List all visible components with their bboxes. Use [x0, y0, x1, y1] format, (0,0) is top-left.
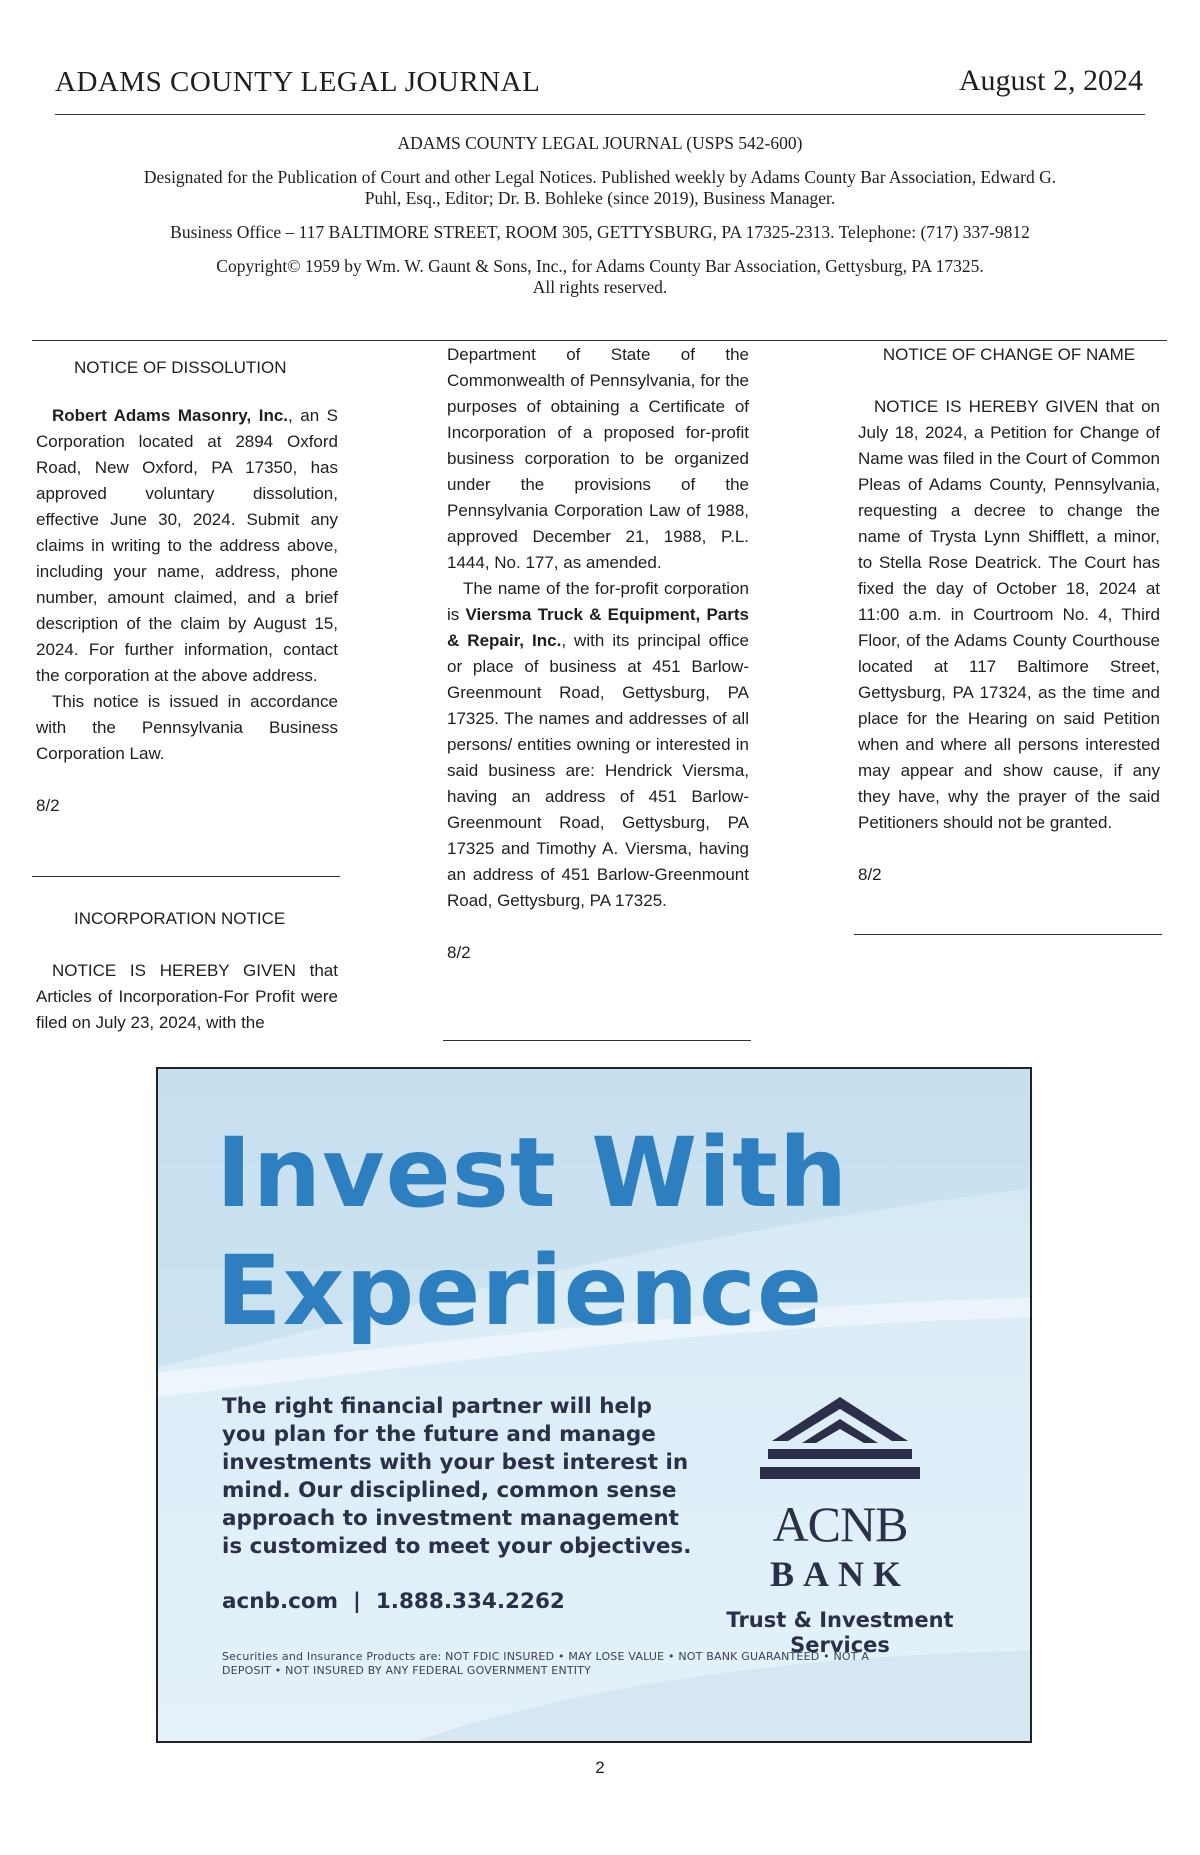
copyright-line-1: Copyright© 1959 by Wm. W. Gaunt & Sons, Inc., for Adams County Bar Association, Gettysburg, PA 17325. [216, 256, 984, 276]
ad-body-line: The right financial partner will help [222, 1394, 652, 1419]
incorporation-body-cont: Department of State of the Commonwealth of Pennsylvania, for the purposes of obtaining a Certificate of Incorporation of a proposed for-profit business corporation to be organized under the provisions of the Pennsylvania Corporation Law of 1988, approved December 21, 1988, P.L. 1444, No. 177, as amended. [447, 345, 749, 572]
acnb-advertisement [156, 1067, 1032, 1743]
acnb-roof-logo-icon [740, 1389, 940, 1509]
column-divider [443, 1040, 751, 1041]
copyright-line-2: All rights reserved. [532, 277, 668, 297]
content-divider [32, 340, 1167, 341]
journal-title: ADAMS COUNTY LEGAL JOURNAL [55, 66, 541, 98]
issue-date: August 2, 2024 [958, 64, 1143, 97]
ad-body-line: approach to investment management [222, 1506, 679, 1531]
designation-line-1: Designated for the Publication of Court and other Legal Notices. Published weekly by Adams County Bar Association, Edward G. [143, 167, 1057, 187]
trust-services-label [718, 1608, 962, 1658]
bank-wordmark: BANK [769, 1554, 910, 1594]
ad-body-text [222, 1393, 692, 1561]
incorporation-company: Viersma Truck & Equipment, Parts & Repair, Inc. [447, 605, 749, 650]
designation-text [100, 167, 1100, 209]
column-divider [854, 934, 1162, 935]
ad-disclaimer-line-2: DEPOSIT • NOT INSURED BY ANY FEDERAL GOVERNMENT ENTITY [222, 1664, 592, 1677]
ad-disclaimer-line-1: Securities and Insurance Products are: NOT FDIC INSURED • MAY LOSE VALUE • NOT BANK GUARANTEED • NOT A [222, 1650, 870, 1663]
name-change-date-code: 8/2 [858, 865, 882, 884]
dissolution-law-text: This notice is issued in accordance with the Pennsylvania Business Corporation Law. [36, 692, 338, 763]
page-number: 2 [595, 1758, 605, 1777]
incorporation-notice-start [36, 906, 338, 1036]
incorporation-heading: INCORPORATION NOTICE [74, 909, 286, 928]
masthead-divider [55, 114, 1145, 115]
ad-body-line: mind. Our disciplined, common sense [222, 1478, 677, 1503]
usps-line: ADAMS COUNTY LEGAL JOURNAL (USPS 542-600) [397, 133, 803, 153]
ad-body-line: is customized to meet your objectives. [222, 1534, 692, 1559]
ad-body-line: investments with your best interest in [222, 1450, 689, 1475]
copyright-text [100, 256, 1100, 298]
dissolution-body [36, 403, 338, 689]
acnb-wordmark: ACNB [772, 1496, 908, 1552]
ad-contact: acnb.com | 1.888.334.2262 [222, 1589, 565, 1614]
column-right [858, 342, 1160, 888]
ad-body-line: you plan for the future and manage [222, 1422, 656, 1447]
designation-line-2: Puhl, Esq., Editor; Dr. B. Bohleke (since 2019), Business Manager. [364, 188, 836, 208]
dissolution-text: , an S Corporation located at 2894 Oxford Road, New Oxford, PA 17350, has approved voluntary dissolution, effective June 30, 2024. Submit any claims in writing to the address above, including your name, address, phone number, amount claimed, and a brief description of the claim by August 15, 2024. For further information, contact the corporation at the above address. [36, 406, 338, 685]
dissolution-heading: NOTICE OF DISSOLUTION [74, 358, 287, 377]
ad-headline [216, 1114, 848, 1350]
column-left [36, 355, 338, 819]
ad-headline-line-2: Experience [216, 1235, 824, 1347]
incorporation-date-code: 8/2 [447, 943, 471, 962]
business-office: Business Office – 117 BALTIMORE STREET, ROOM 305, GETTYSBURG, PA 17325-2313. Telephone: (717) 337-9812 [170, 222, 1030, 242]
dissolution-company: Robert Adams Masonry, Inc. [52, 406, 289, 425]
incorporation-name-lead: The name of the for-profit corporation is [447, 579, 749, 624]
ad-headline-line-1: Invest With [216, 1117, 849, 1229]
name-change-heading: NOTICE OF CHANGE OF NAME [882, 345, 1136, 364]
column-divider [32, 876, 340, 877]
services-line-1: Trust & Investment [726, 1608, 954, 1632]
dissolution-date-code: 8/2 [36, 796, 60, 815]
incorporation-body-end: , with its principal office or place of business at 451 Barlow-Greenmount Road, Gettysburg, PA 17325. The names and addresses of all persons/ entities owning or interested in said business are: Hendrick Viersma, having an address of 451 Barlow-Greenmount Road, Gettysburg, PA 17325 and Timothy A. Viersma, having an address of 451 Barlow-Greenmount Road, Gettysburg, PA 17325. [447, 631, 750, 910]
incorporation-name-paragraph [447, 576, 749, 914]
column-middle [447, 342, 749, 966]
services-line-2: Services [790, 1633, 890, 1657]
name-change-body: NOTICE IS HEREBY GIVEN that on July 18, 2024, a Petition for Change of Name was filed in the Court of Common Pleas of Adams County, Pennsylvania, requesting a decree to change the name of Trysta Lynn Shifflett, a minor, to Stella Rose Deatrick. The Court has fixed the day of October 18, 2024 at 11:00 a.m. in Courtroom No. 4, Third Floor, of the Adams County Courthouse located at 117 Baltimore Street, Gettysburg, PA 17324, as the time and place for the Hearing on said Petition when and where all persons interested may appear and show cause, if any they have, why the prayer of the said Petitioners should not be granted. [858, 397, 1160, 832]
incorporation-body-start: NOTICE IS HEREBY GIVEN that Articles of Incorporation-For Profit were filed on July 23, 2024, with the [36, 961, 338, 1032]
